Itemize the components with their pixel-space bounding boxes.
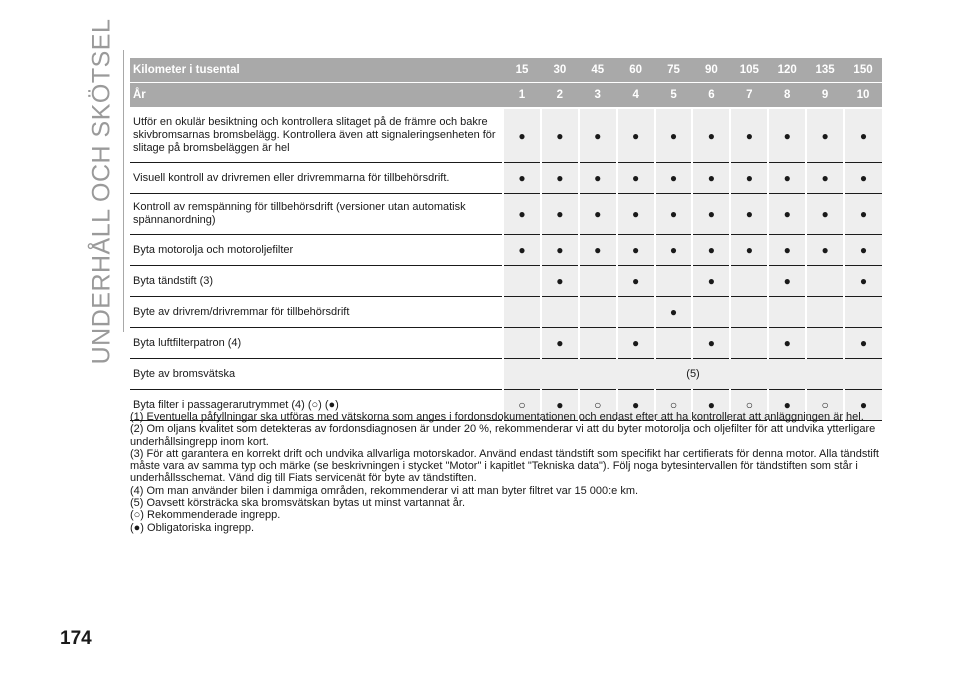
footnote: (○) Rekommenderade ingrepp. bbox=[130, 509, 281, 522]
row-label: Byta luftfilterpatron (4) bbox=[130, 328, 503, 359]
interval-cell bbox=[579, 297, 617, 328]
km-header-cell: 60 bbox=[617, 58, 655, 83]
interval-cell: ● bbox=[541, 328, 579, 359]
interval-cell: ● bbox=[844, 390, 882, 421]
interval-cell bbox=[730, 328, 768, 359]
year-header-cell: 9 bbox=[806, 83, 844, 109]
km-header-cell: 30 bbox=[541, 58, 579, 83]
interval-cell: ● bbox=[730, 108, 768, 163]
year-header-cell: 2 bbox=[541, 83, 579, 109]
interval-cell: ● bbox=[541, 235, 579, 266]
table-row bbox=[130, 266, 882, 297]
interval-note-cell: (5) bbox=[503, 359, 882, 390]
interval-cell bbox=[617, 297, 655, 328]
year-header-cell: 4 bbox=[617, 83, 655, 109]
footnote: (2) Om oljans kvalitet som detekteras av fordonsdiagnosen är under 20 %, rekommenderar vi att du byter motorolja och oljefilter för att undvika ytterligare underhållsingrepp inom kort. bbox=[130, 423, 876, 448]
interval-cell: ● bbox=[730, 194, 768, 235]
interval-cell bbox=[541, 297, 579, 328]
table-row bbox=[130, 163, 882, 194]
interval-cell: ● bbox=[503, 194, 541, 235]
interval-cell bbox=[503, 328, 541, 359]
year-header-cell: 8 bbox=[768, 83, 806, 109]
chapter-title bbox=[86, 18, 118, 364]
year-header-cell: 3 bbox=[579, 83, 617, 109]
row-label: Byte av bromsvätska bbox=[130, 359, 503, 390]
interval-cell bbox=[806, 266, 844, 297]
row-label: Byta motorolja och motoroljefilter bbox=[130, 235, 503, 266]
interval-cell: ○ bbox=[579, 390, 617, 421]
interval-cell: ● bbox=[768, 390, 806, 421]
km-header-cell: 90 bbox=[692, 58, 730, 83]
interval-cell: ● bbox=[617, 194, 655, 235]
interval-cell: ● bbox=[844, 163, 882, 194]
km-header-cell: 75 bbox=[655, 58, 693, 83]
footnote: (3) För att garantera en korrekt drift och undvika allvarliga motorskador. Använd endast tändstift som specifikt har certifierats för denna motor. Alla tändstift måste vara av samma typ och märke (se beskrivningen i stycket "Motor" i kapitlet "Tekniska data"). Följ noga bytesintervallen för tändstiften som står i underhållsschemat. Vänd dig till Fiats servicenät för byte av tändstiften. bbox=[130, 447, 879, 485]
table-row bbox=[130, 359, 882, 390]
interval-cell: ● bbox=[692, 163, 730, 194]
interval-cell: ● bbox=[617, 235, 655, 266]
year-header-cell: 10 bbox=[844, 83, 882, 109]
interval-cell: ○ bbox=[730, 390, 768, 421]
footnote: (●) Obligatoriska ingrepp. bbox=[130, 521, 255, 534]
km-header-row bbox=[130, 58, 882, 83]
interval-cell bbox=[503, 266, 541, 297]
interval-cell bbox=[730, 297, 768, 328]
row-label: Byte av drivrem/drivremmar för tillbehörsdrift bbox=[130, 297, 503, 328]
interval-cell bbox=[768, 297, 806, 328]
interval-cell: ● bbox=[768, 266, 806, 297]
footnotes bbox=[130, 411, 882, 534]
chapter-title-text: UNDERHÅLL OCH SKÖTSEL bbox=[87, 18, 116, 364]
interval-cell: ● bbox=[692, 390, 730, 421]
interval-cell: ● bbox=[692, 108, 730, 163]
interval-cell: ● bbox=[768, 108, 806, 163]
interval-cell: ● bbox=[692, 194, 730, 235]
interval-cell bbox=[579, 266, 617, 297]
interval-cell bbox=[844, 297, 882, 328]
footnote: (5) Oavsett körsträcka ska bromsvätskan bytas ut minst vartannat år. bbox=[130, 497, 466, 510]
year-header-row bbox=[130, 83, 882, 109]
interval-cell: ● bbox=[768, 235, 806, 266]
km-header-label: Kilometer i tusental bbox=[130, 58, 503, 83]
interval-cell: ● bbox=[579, 235, 617, 266]
year-header-cell: 5 bbox=[655, 83, 693, 109]
interval-cell: ● bbox=[844, 108, 882, 163]
row-label: Visuell kontroll av drivremen eller drivremmarna för tillbehörsdrift. bbox=[130, 163, 503, 194]
table-row bbox=[130, 108, 882, 163]
interval-cell: ● bbox=[503, 235, 541, 266]
interval-cell bbox=[503, 297, 541, 328]
interval-cell: ● bbox=[768, 194, 806, 235]
year-header-cell: 1 bbox=[503, 83, 541, 109]
interval-cell: ● bbox=[844, 266, 882, 297]
footnote: (4) Om man använder bilen i dammiga områden, rekommenderar vi att man byter filtret var 15 000:e km. bbox=[130, 484, 639, 497]
interval-cell: ● bbox=[579, 108, 617, 163]
interval-cell: ● bbox=[655, 235, 693, 266]
table-row bbox=[130, 297, 882, 328]
interval-cell: ● bbox=[844, 328, 882, 359]
interval-cell: ● bbox=[541, 163, 579, 194]
interval-cell: ● bbox=[617, 328, 655, 359]
year-header-cell: 6 bbox=[692, 83, 730, 109]
interval-cell: ● bbox=[806, 108, 844, 163]
interval-cell: ● bbox=[617, 108, 655, 163]
interval-cell: ○ bbox=[503, 390, 541, 421]
year-header-cell: 7 bbox=[730, 83, 768, 109]
interval-cell: ● bbox=[730, 163, 768, 194]
km-header-cell: 150 bbox=[844, 58, 882, 83]
interval-cell: ● bbox=[692, 328, 730, 359]
interval-cell: ● bbox=[844, 194, 882, 235]
interval-cell: ○ bbox=[655, 390, 693, 421]
interval-cell: ● bbox=[655, 194, 693, 235]
table-row bbox=[130, 328, 882, 359]
km-header-cell: 105 bbox=[730, 58, 768, 83]
row-label: Kontroll av remspänning för tillbehörsdrift (versioner utan automatisk spännanordning) bbox=[130, 194, 503, 235]
interval-cell: ● bbox=[806, 235, 844, 266]
interval-cell: ○ bbox=[806, 390, 844, 421]
km-header-cell: 135 bbox=[806, 58, 844, 83]
interval-cell: ● bbox=[806, 194, 844, 235]
interval-cell: ● bbox=[692, 266, 730, 297]
km-header-cell: 120 bbox=[768, 58, 806, 83]
interval-cell: ● bbox=[617, 390, 655, 421]
interval-cell bbox=[655, 328, 693, 359]
interval-cell: ● bbox=[541, 108, 579, 163]
interval-cell bbox=[806, 297, 844, 328]
year-header-label: År bbox=[130, 83, 503, 109]
interval-cell: ● bbox=[768, 328, 806, 359]
footnote: (1) Eventuella påfyllningar ska utföras med vätskorna som anges i fordonsdokumentationen och endast efter att ha kontrollerat att anläggningen är hel. bbox=[130, 411, 864, 423]
interval-cell: ● bbox=[844, 235, 882, 266]
chapter-divider bbox=[123, 50, 124, 332]
interval-cell: ● bbox=[655, 297, 693, 328]
row-label: Byta tändstift (3) bbox=[130, 266, 503, 297]
interval-cell bbox=[692, 297, 730, 328]
interval-cell: ● bbox=[768, 163, 806, 194]
table-row bbox=[130, 235, 882, 266]
interval-cell: ● bbox=[541, 390, 579, 421]
km-header-cell: 15 bbox=[503, 58, 541, 83]
interval-cell bbox=[579, 328, 617, 359]
interval-cell: ● bbox=[541, 266, 579, 297]
interval-cell: ● bbox=[806, 163, 844, 194]
row-label: Utför en okulär besiktning och kontrollera slitaget på de främre och bakre skivbromsarnas bromsbelägg. Kontrollera även att signaleringsenheten för slitage på bromsbeläggen är hel bbox=[130, 108, 503, 163]
interval-cell: ● bbox=[730, 235, 768, 266]
interval-cell bbox=[655, 266, 693, 297]
interval-cell: ● bbox=[617, 163, 655, 194]
interval-cell: ● bbox=[579, 194, 617, 235]
interval-cell: ● bbox=[503, 163, 541, 194]
interval-cell: ● bbox=[655, 108, 693, 163]
interval-cell: ● bbox=[579, 163, 617, 194]
maintenance-schedule-table bbox=[130, 58, 882, 421]
page-number: 174 bbox=[60, 628, 92, 649]
interval-cell: ● bbox=[617, 266, 655, 297]
interval-cell bbox=[730, 266, 768, 297]
interval-cell: ● bbox=[541, 194, 579, 235]
interval-cell: ● bbox=[655, 163, 693, 194]
km-header-cell: 45 bbox=[579, 58, 617, 83]
row-label: Byta filter i passagerarutrymmet (4) (○) (●) bbox=[130, 390, 503, 421]
table-row bbox=[130, 194, 882, 235]
interval-cell: ● bbox=[692, 235, 730, 266]
interval-cell: ● bbox=[503, 108, 541, 163]
interval-cell bbox=[806, 328, 844, 359]
